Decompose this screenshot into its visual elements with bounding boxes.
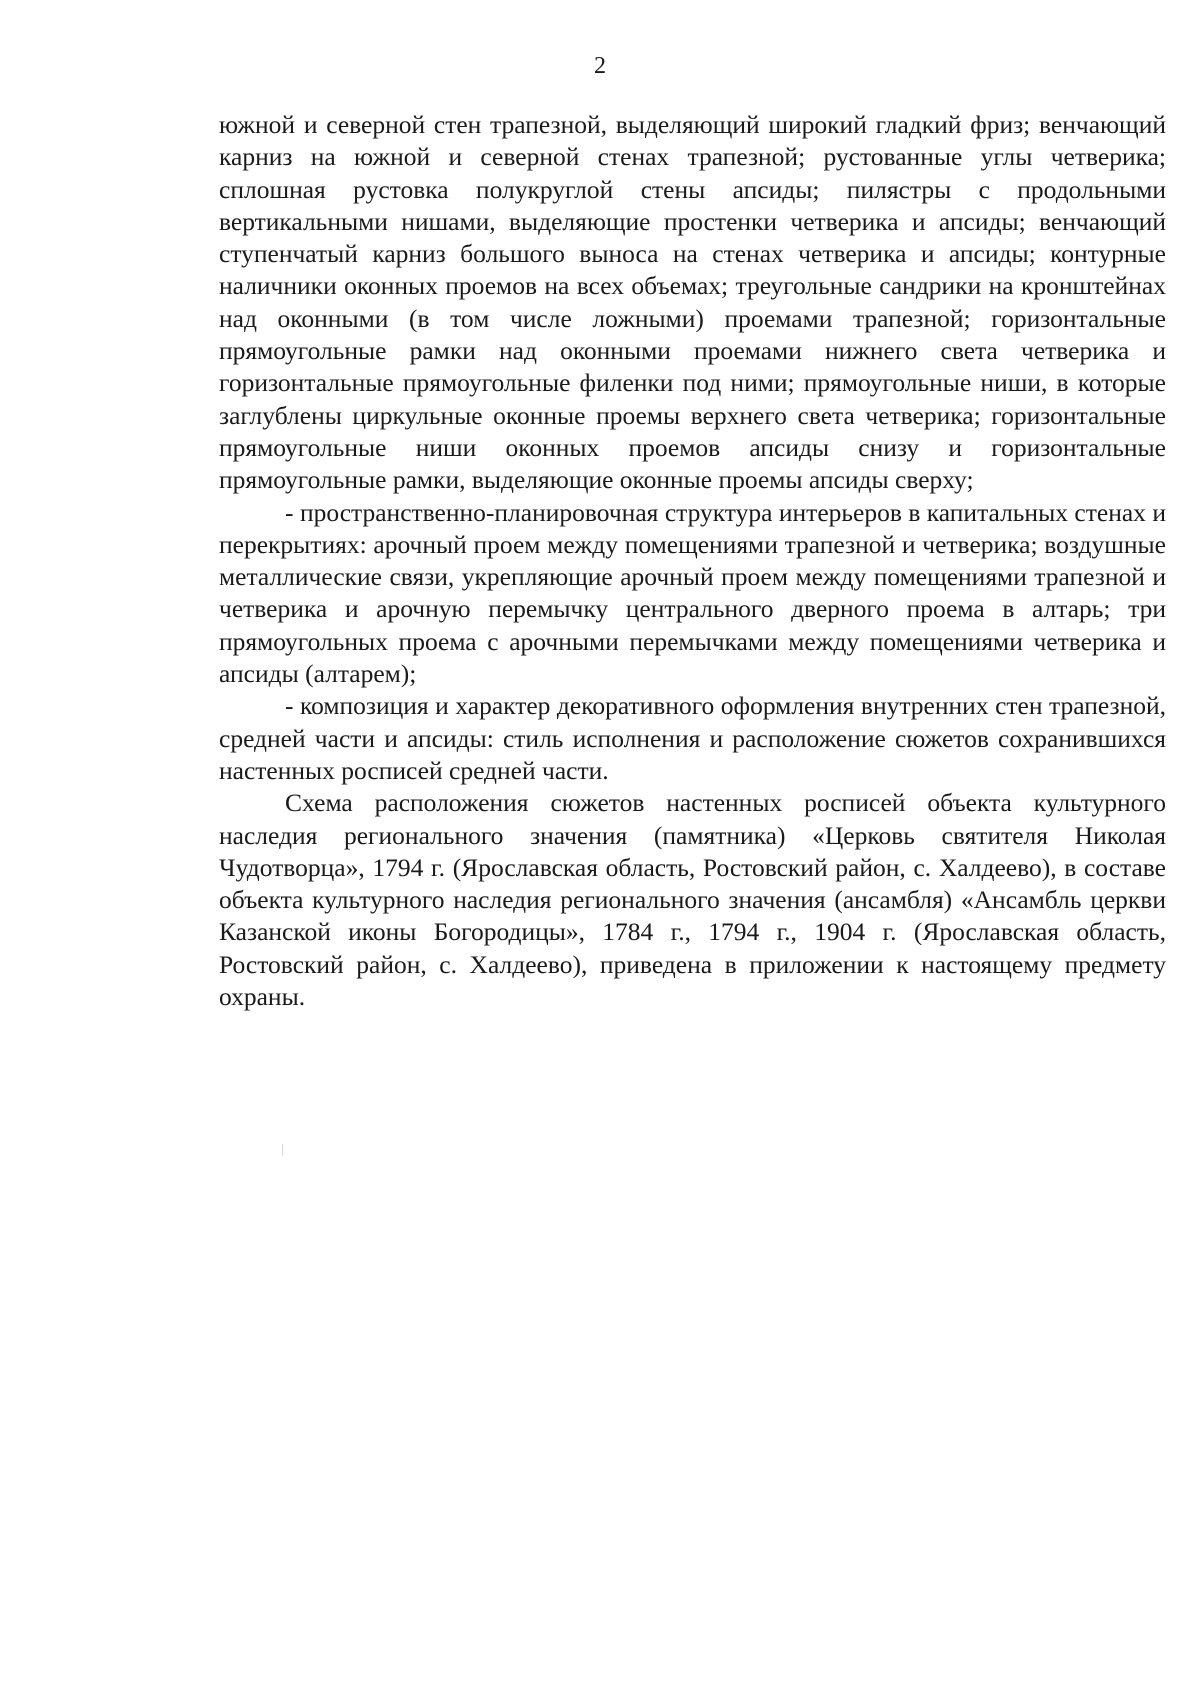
paragraph-murals-scheme: Схема расположения сюжетов настенных росписей объекта культурного наследия регионального значения (памятника) «Церковь святителя Николая Чудотворца», 1794 г. (Ярославская область, Ростовский район, с. Халдеево), в составе объекта культурного наследия регионального значения (ансамбля) «Ансамбль церкви Казанской иконы Богородицы», 1784 г., 1794 г., 1904 г. (Ярославская область, Ростовский район, с. Халдеево), приведена в приложении к настоящему предмету охраны. xyxy=(219,788,1166,1012)
paragraph-interior-structure: - пространственно-планировочная структура интерьеров в капитальных стенах и перекрытиях: арочный проем между помещениями трапезной и четверика; воздушные металлические связи, укрепляющие арочный проем между помещениями трапезной и четверика и арочную перемычку центрального дверного проема в алтарь; три прямоугольных проема с арочными перемычками между помещениями четверика и апсиды (алтарем); xyxy=(219,497,1166,689)
scan-speck xyxy=(282,1144,283,1156)
paragraph-decorative-design: - композиция и характер декоративного оформления внутренних стен трапезной, средней части и апсиды: стиль исполнения и расположение сюжетов сохранившихся настенных росписей средней части. xyxy=(219,691,1166,785)
page-number: 2 xyxy=(594,53,606,79)
document-body xyxy=(219,109,1166,1013)
paragraph-exterior-elements: южной и северной стен трапезной, выделяющий широкий гладкий фриз; венчающий карниз на южной и северной стенах трапезной; рустованные углы четверика; сплошная рустовка полукруглой стены апсиды; пилястры с продольными вертикальными нишами, выделяющие простенки четверика и апсиды; венчающий ступенчатый карниз большого выноса на стенах четверика и апсиды; контурные наличники оконных проемов на всех объемах; треугольные сандрики на кронштейнах над оконными (в том числе ложными) проемами трапезной; горизонтальные прямоугольные рамки над оконными проемами нижнего света четверика и горизонтальные прямоугольные филенки под ними; прямоугольные ниши, в которые заглублены циркульные оконные проемы верхнего света четверика; горизонтальные прямоугольные ниши оконных проемов апсиды снизу и горизонтальные прямоугольные рамки, выделяющие оконные проемы апсиды сверху; xyxy=(219,110,1166,495)
